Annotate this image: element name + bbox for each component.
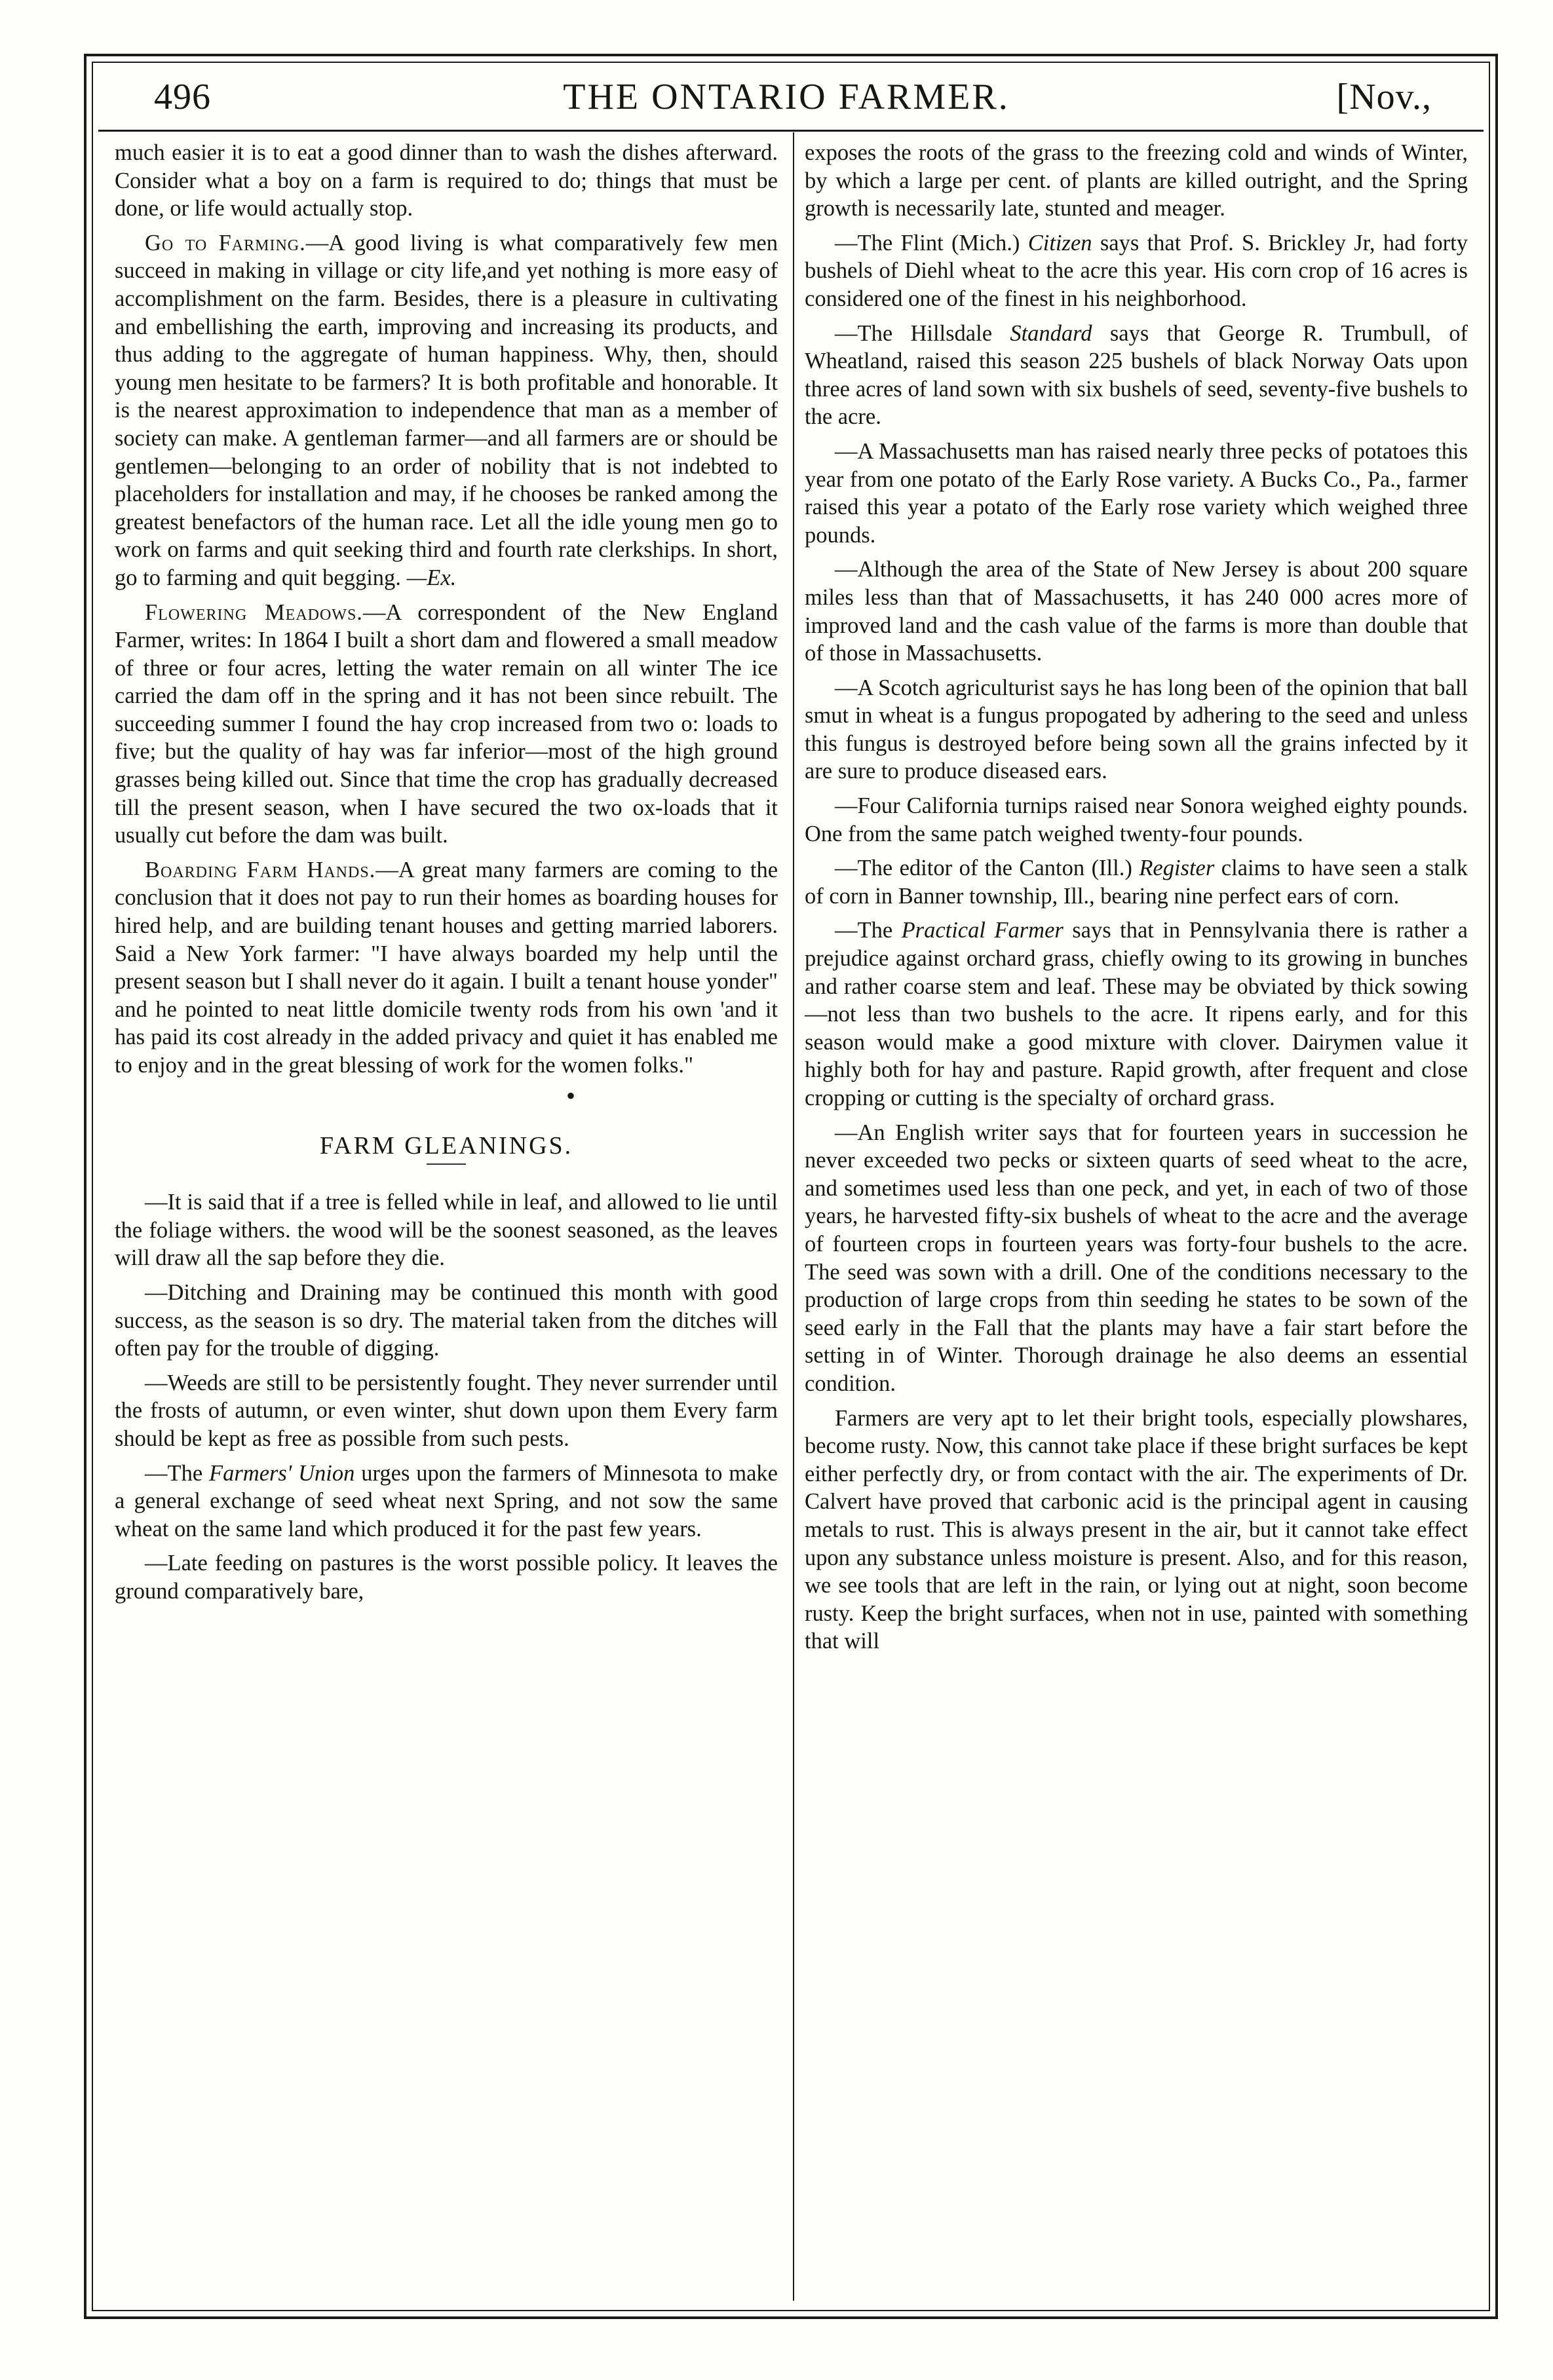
page-number: 496 [154, 77, 211, 117]
article-body: —A good living is what comparatively few men succeed in making in village or city life,and yet nothing is more easy of accomplishment on the farm. Besides, there is a pleasure in cultivating and embellishing the earth, improving and increasing its products, and thus adding to the aggregate of human happiness. Why, then, should young men hesitate to be farmers? It is both profitable and honorable. It is the nearest approximation to independence that man as a member of society can make. A gentleman farmer—and all farmers are or should be gentlemen—belonging to an order of nobility that is not indebted to placeholders for installation and may, if he chooses be ranked among the greatest benefactors of the human race. Let all the idle young men go to work on farms and quit seeking third and fourth rate clerkships. In short, go to farming and quit begging. [115, 230, 778, 590]
gleaning-item: —A Scotch agriculturist says he has long been of the opinion that ball smut in wheat is a fungus propogated by adhering to the seed and unless this fungus is destroyed before being sown all the grains infected by it are sure to produce diseased ears. [805, 675, 1468, 784]
article-body: —A correspondent of the New England Farmer, writes: In 1864 I built a short dam and flowered a small meadow of three or four acres, letting the water remain on all winter The ice carried the dam off in the spring and it has not been since rebuilt. The succeeding summer I found the hay crop increased from two o: loads to five; but the quality of hay was far inferior—most of the high ground grasses being killed out. Since that time the crop has gradually decreased till the present season, when I have secured the two ox-loads that it usually cut before the dam was built. [115, 599, 778, 848]
gleaning-item: —Late feeding on pastures is the worst possible policy. It leaves the ground comparatively bare, [115, 1551, 778, 1604]
gleaning-item: —It is said that if a tree is felled while in leaf, and allowed to lie until the foliage withers. the wood will be the soonest seasoned, as the leaves will draw all the sap before they die. [115, 1190, 778, 1271]
paragraph: much easier it is to eat a good dinner than to wash the dishes afterward. Consider what a boy on a farm is required to do; things that must be done, or life would actually stop. [115, 140, 778, 221]
gleaning-item: —Four California turnips raised near Sonora weighed eighty pounds. One from the same patch weighed twenty-four pounds. [805, 793, 1468, 846]
gleaning-item: —A Massachusetts man has raised nearly three pecks of potatoes this year from one potato of the Early Rose variety. A Bucks Co., Pa., farmer raised this year a potato of the Early rose variety which weighed three pounds. [805, 438, 1468, 548]
gleaning-item: —Weeds are still to be persistently fought. They never surrender until the frosts of autumn, or even winter, shut down upon them Every farm should be kept as free as possible from such pests. [115, 1370, 778, 1451]
gleaning-item: —The Hillsdale Standard says that George R. Trumbull, of Wheatland, raised this season 225 bushels of black Norway Oats upon three acres of land sown with six bushels of seed, seventy-five bushels to the acre. [805, 320, 1468, 430]
newspaper-name: Citizen [1027, 230, 1092, 255]
left-column [115, 139, 778, 1612]
journal-title: THE ONTARIO FARMER. [563, 77, 1010, 117]
gleaning-item: —The Flint (Mich.) Citizen says that Prof. S. Brickley Jr, had forty bushels of Diehl wheat to the acre this year. His corn crop of 16 acres is considered one of the finest in his neighborhood. [805, 230, 1468, 311]
newspaper-name: Standard [1010, 320, 1092, 346]
newspaper-name: Farmers' Union [209, 1460, 355, 1486]
gleaning-item: —An English writer says that for fourteen years in succession he never exceeded two pecks or sixteen quarts of seed wheat to the acre, and sometimes used less than one peck, and yet, in each of two of those years, he harvested fifty-six bushels of wheat to the acre and the average of fourteen crops in fourteen years was forty-four bushels to the acre. The seed was sown with a drill. One of the conditions necessary to the production of large crops from thin seeding he states to be sown of the seed early in the Fall that the plants may have a fair start before the setting in of Winter. Thorough drainage he also deems an essential condition. [805, 1120, 1468, 1396]
article-flowering-meadows [115, 599, 778, 850]
newspaper-name: Practical Farmer [901, 918, 1064, 943]
newspaper-name: Register [1139, 856, 1215, 881]
running-header [115, 71, 1458, 126]
issue-month: [Nov., [1336, 77, 1432, 117]
right-column [805, 139, 1468, 1662]
article-lead: Boarding Farm Hands. [145, 857, 376, 882]
article-go-to-farming [115, 229, 778, 592]
gleaning-item: —The Farmers' Union urges upon the farmers of Minnesota to make a general exchange of seed wheat next Spring, and not sow the same wheat on the same land which produced it for the past few years. [115, 1460, 778, 1541]
column-divider [793, 132, 794, 2301]
paragraph: Farmers are very apt to let their bright tools, especially plowshares, become rusty. Now, this cannot take place if these bright surfaces be kept either perfectly dry, or from contact with the air. The experiments of Dr. Calvert have proved that carbonic acid is the principal agent in causing metals to rust. This is always present in the air, but it cannot take effect upon any substance unless moisture is present. Also, and for this reason, we see tools that are left in the rain, or lying out at night, soon become rusty. Keep the bright surfaces, when not in use, painted with something that will [805, 1405, 1468, 1654]
gleaning-item: —The Practical Farmer says that in Pennsylvania there is rather a prejudice against orchard grass, chiefly owing to its growing in bunches and rather coarse stem and leaf. These may be obviated by thick sowing—not less than two bushels to the acre. It ripens early, and for this season would make a good mixture with clover. Dairymen value it highly both for hay and pasture. Rapid growth, after frequent and close cropping or cutting is the specialty of orchard grass. [805, 918, 1468, 1110]
section-rule [427, 1163, 466, 1165]
paragraph: exposes the roots of the grass to the freezing cold and winds of Winter, by which a large per cent. of plants are killed outright, and the Spring growth is necessarily late, stunted and meager. [805, 140, 1468, 221]
article-lead: Flowering Meadows. [145, 599, 363, 625]
gleaning-item: —Although the area of the State of New Jersey is about 200 square miles less than that of Massachusetts, it has 240 000 acres more of improved land and the cash value of the farms is more than double that of those in Massachusetts. [805, 557, 1468, 666]
gleaning-item: —Ditching and Draining may be continued this month with good success, as the season is so dry. The material taken from the ditches will often pay for the trouble of digging. [115, 1279, 778, 1361]
article-source: —Ex. [406, 565, 457, 590]
ornament-dot: • [566, 1080, 575, 1110]
gleaning-item: —The editor of the Canton (Ill.) Register claims to have seen a stalk of corn in Banner township, Ill., bearing nine perfect ears of corn. [805, 856, 1468, 909]
header-rule [98, 130, 1484, 132]
section-title: FARM GLEANINGS. [319, 1131, 573, 1160]
article-body: —A great many farmers are coming to the conclusion that it does not pay to run their homes as boarding houses for hired help, and are building tenant houses and getting married laborers. Said a New York farmer: "I have always boarded my help until the present season but I shall never do it again. I built a tenant house yonder" and he pointed to neat little domicile twenty rods from his own 'and it has paid its cost already in the added privacy and quiet it has enabled me to enjoy and in the great blessing of work for the women folks." [115, 857, 778, 1078]
article-boarding-farm-hands [115, 856, 778, 1080]
article-lead: Go to Farming. [145, 230, 306, 255]
